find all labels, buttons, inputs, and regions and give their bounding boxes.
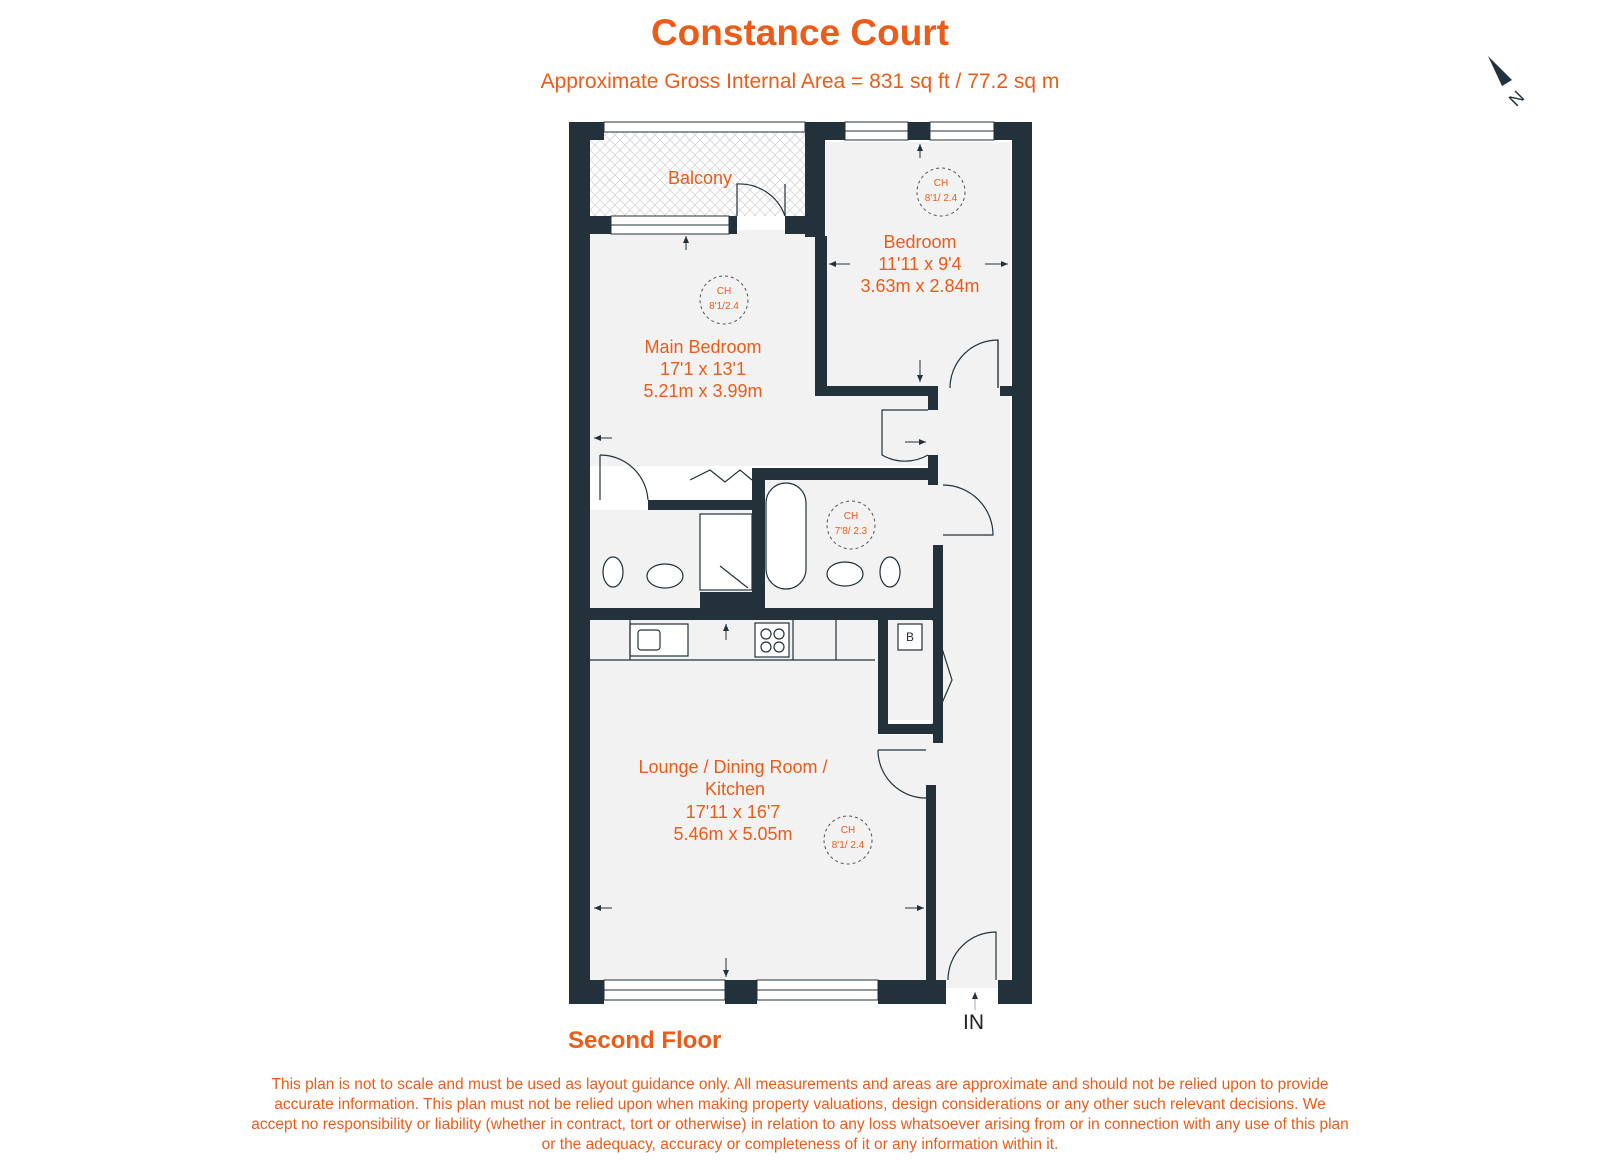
lounge-ch-label: CH (840, 825, 856, 836)
lounge-name-line1: Lounge / Dining Room / (638, 757, 828, 777)
main-bedroom-name: Main Bedroom (644, 337, 762, 357)
main-bedroom-ch-label: CH (716, 286, 732, 297)
main-bedroom-ch-value: 8'1/2.4 (709, 301, 739, 312)
balcony-label: Balcony (667, 168, 733, 188)
lounge-metric: 5.46m x 5.05m (673, 824, 793, 844)
bedroom-imperial: 11'11 x 9'4 (878, 254, 962, 274)
plan-title: Constance Court (650, 12, 950, 53)
floor-label: Second Floor (568, 1027, 722, 1054)
bathroom-ch-label: CH (843, 511, 859, 522)
bedroom-name: Bedroom (883, 232, 957, 252)
bedroom-metric: 3.63m x 2.84m (860, 276, 980, 296)
bedroom-ch-value: 8'1/ 2.4 (924, 193, 958, 204)
disclaimer-text: This plan is not to scale and must be used as layout guidance only. All measurements and areas are approximate and should not be relied upon to provide accurate information. This plan must not be relied upon when making property valuations, design considerations or any other such relevant decisions. We accept no responsibility or liability (whether in contract, tort or otherwise) in relation to any loss whatsoever arising from or in connection with any use of this plan or the adequacy, accuracy or completeness of it or any information within it. (251, 1076, 1349, 1153)
main-bedroom-metric: 5.21m x 3.99m (643, 381, 763, 401)
bedroom-ch-label: CH (933, 178, 949, 189)
main-bedroom-imperial: 17'1 x 13'1 (660, 359, 746, 379)
compass-letter: N (1504, 86, 1529, 111)
boiler-label: B (905, 630, 915, 644)
north-arrow-icon (1488, 56, 1528, 110)
bathroom-ch-value: 7'8/ 2.3 (834, 526, 868, 537)
gross-area-subtitle: Approximate Gross Internal Area = 831 sq ft / 77.2 sq m (540, 70, 1060, 93)
entrance-label: IN (963, 1011, 984, 1034)
lounge-name-line2: Kitchen (704, 779, 766, 799)
lounge-ch-value: 8'1/ 2.4 (831, 840, 865, 851)
lounge-imperial: 17'11 x 16'7 (685, 802, 781, 822)
